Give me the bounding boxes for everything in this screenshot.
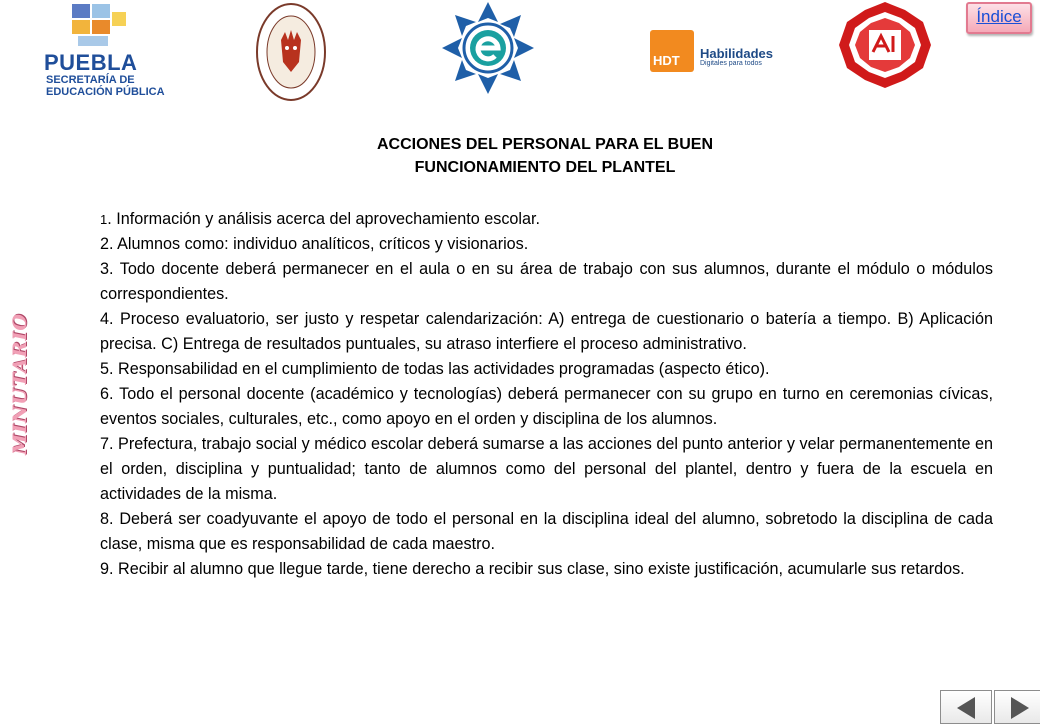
list-item bbox=[100, 232, 993, 257]
item-number: 2 bbox=[100, 235, 110, 253]
puebla-logo-subtitle bbox=[46, 74, 165, 98]
hdt-logo bbox=[650, 30, 773, 75]
list-item bbox=[100, 432, 993, 507]
puebla-shield-icon bbox=[68, 2, 128, 50]
item-text: . Prefectura, trabajo social y médico escolar deberá sumarse a las acciones del punto anterior y velar permanentemente en el orden, disciplina y puntualidad; tanto de alumnos como del personal del plantel, dentro y fuera de la escuela en actividades de la misma. bbox=[100, 435, 993, 503]
list-item bbox=[100, 357, 993, 382]
e-star-logo bbox=[440, 0, 536, 101]
title-line-2: FUNCIONAMIENTO DEL PLANTEL bbox=[414, 159, 676, 176]
hdt-title: Habilidades bbox=[700, 46, 773, 61]
list-item bbox=[100, 557, 993, 582]
item-number: 6 bbox=[100, 385, 110, 403]
list-item bbox=[100, 307, 993, 357]
item-text: . Proceso evaluatorio, ser justo y respetar calendarización: A) entrega de cuestionario o batería a tiempo. B) Aplicación precisa. C) Entrega de resultados puntuales, su atraso interfiere el proceso administrativo. bbox=[100, 310, 993, 353]
list-item bbox=[100, 207, 993, 232]
item-text: . Todo el personal docente (académico y tecnologías) deberá permanecer con su grupo en turno en ceremonias cívicas, eventos sociales, culturales, etc., como apoyo en el orden y disciplina de los alumnos. bbox=[100, 385, 993, 428]
actions-list bbox=[100, 207, 993, 582]
page-title bbox=[300, 133, 790, 179]
item-number: 9 bbox=[100, 560, 110, 578]
item-number: 7 bbox=[100, 435, 110, 453]
next-slide-button[interactable] bbox=[994, 690, 1040, 724]
list-item bbox=[100, 382, 993, 432]
item-number: 5 bbox=[100, 360, 110, 378]
previous-slide-button[interactable] bbox=[940, 690, 992, 724]
item-text: . Deberá ser coadyuvante el apoyo de todo el personal en la disciplina ideal del alumno, sobretodo la disciplina de cada clase, misma que es responsabilidad de cada maestro. bbox=[100, 510, 993, 553]
puebla-sep-logo bbox=[40, 2, 165, 102]
red-emblem-icon bbox=[835, 0, 935, 90]
e-star-icon bbox=[440, 0, 536, 96]
est-red-emblem-logo bbox=[835, 0, 935, 95]
item-number: 8 bbox=[100, 510, 110, 528]
hdt-box bbox=[650, 30, 694, 72]
list-item bbox=[100, 257, 993, 307]
item-text: . Todo docente deberá permanecer en el aula o en su área de trabajo con sus alumnos, durante el módulo o módulos correspondientes. bbox=[100, 260, 993, 303]
item-number: 1 bbox=[100, 212, 108, 227]
est-seal-logo bbox=[255, 2, 327, 107]
triangle-right-icon bbox=[1007, 695, 1033, 721]
hdt-box-text: HDT bbox=[653, 53, 680, 68]
hdt-subtitle: Digitales para todos bbox=[700, 60, 762, 67]
item-number: 3 bbox=[100, 260, 110, 278]
triangle-left-icon bbox=[953, 695, 979, 721]
item-text: . Información y análisis acerca del aprovechamiento escolar. bbox=[107, 210, 541, 228]
puebla-logo-subtitle-text: SECRETARÍA DE EDUCACIÓN PÚBLICA bbox=[46, 74, 165, 98]
puebla-logo-title: PUEBLA bbox=[44, 50, 138, 75]
list-item bbox=[100, 507, 993, 557]
item-number: 4 bbox=[100, 310, 110, 328]
index-button[interactable]: Índice bbox=[966, 2, 1032, 34]
side-label-minutario: MINUTARIO bbox=[9, 313, 31, 455]
est-seal-icon bbox=[255, 2, 327, 102]
title-line-1: ACCIONES DEL PERSONAL PARA EL BUEN bbox=[376, 136, 714, 153]
item-text: . Alumnos como: individuo analíticos, críticos y visionarios. bbox=[109, 235, 529, 253]
item-text: . Responsabilidad en el cumplimiento de todas las actividades programadas (aspecto ético). bbox=[109, 360, 770, 378]
item-text: . Recibir al alumno que llegue tarde, tiene derecho a recibir sus clase, sino existe justificación, acumularle sus retardos. bbox=[109, 560, 965, 578]
